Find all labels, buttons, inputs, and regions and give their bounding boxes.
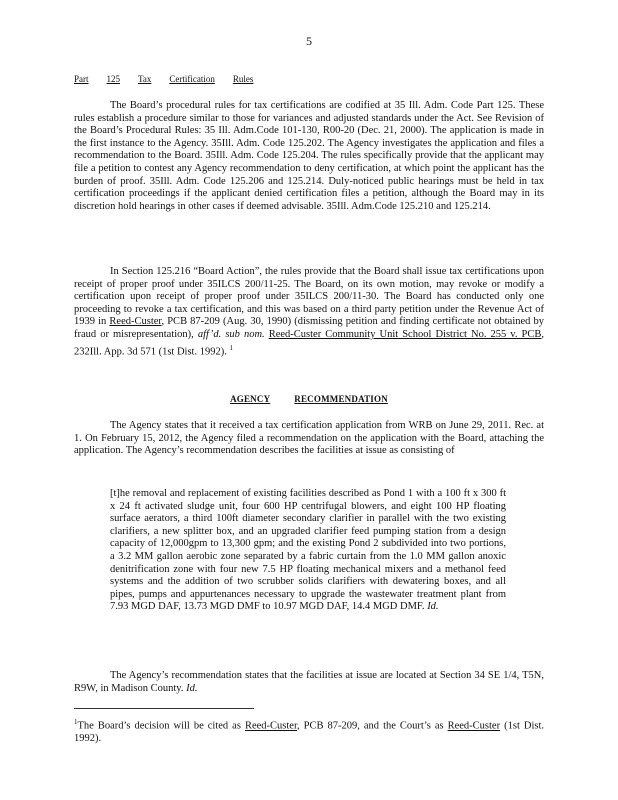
quote-citation: Id. xyxy=(427,601,439,613)
footnote-case1: Reed-Custer xyxy=(244,720,298,732)
quote-text: [t]he removal and replacement of existing facilities described as Pond 1 with a 100 ft x 300 ft x 24 ft activated sludge unit, four 600 HP centrifugal blowers, and eight 100 HP floating surface aerators, a third 100ft diameter secondary clarifier in parallel with the two existing clarifiers, a new splitter box, and an upgraded clarifier feed pumping station from a design capacity of 12,000gpm to 13,300 gpm; and the existing Pond 2 subdivided into two portions, a 3.2 MM gallon aerobic zone separated by a fabric curtain from the 1.0 MM gallon anoxic denitrification zone with four new 7.5 HP floating mechanical mixers and a methanol feed systems and the addition of two scrubber solids clarifiers with dewatering boxes, and all pipes, pumps and appurtenances necessary to upgrade the wastewater treatment plant from 7.93 MGD DAF, 13.73 MGD DMF to 10.97 MGD DAF, 14.4 MGD DMF. xyxy=(110,488,506,613)
case-citation-school-district: Reed-Custer Community Unit School District No. 255 v. PCB xyxy=(268,328,542,340)
footnote-text-b: , PCB 87-209, and the Court’s as xyxy=(297,720,444,732)
para2-text-b: , PCB 87-209 (Aug. 30, 1990) (dismissing petition and finding certificate not obtained by fraud or misrepresentation), xyxy=(74,316,545,340)
footnote-1 xyxy=(74,716,544,746)
heading-rules: Rules xyxy=(232,74,254,84)
paragraph-agency-states: The Agency states that it received a tax certification application from WRB on June 29, 2011. Rec. at 1. On February 15, 2012, the Agency filed a recommendation on the application with the Board, attaching the application. The Agency’s recommendation describes the facilities at issue as consisting of xyxy=(74,420,544,457)
case-citation-reed-custer: Reed-Custer xyxy=(109,316,162,328)
para2-text-c: , 232Ill. App. 3d 571 (1st Dist. 1992). xyxy=(74,328,545,358)
section-heading-agency-recommendation xyxy=(0,394,618,404)
paragraph-location xyxy=(74,670,544,695)
footnote-marker: 1 xyxy=(229,343,233,352)
paragraph-procedural-rules: The Board’s procedural rules for tax certifications are codified at 35 Ill. Adm. Code Part 125. These rules establish a procedure similar to those for variances and adjusted standards under the Act. See Revision of the Board’s Procedural Rules: 35 Ill. Adm.Code 101-130, R00-20 (Dec. 21, 2000). The application is made in the first instance to the Agency. 35Ill. Adm. Code 125.202. The Agency investigates the application and files a recommendation to the Board. 35Ill. Adm. Code 125.204. The rules specifically provide that the applicant may file a petition to contest any Agency recommendation to deny certification, at which point the applicant has the burden of proof. 35Ill. Adm. Code 125.206 and 125.214. Duly-noticed public hearings must be held in tax certification proceedings if the applicant denied certification files a petition, although the Board may in its discretion hold hearings in other cases if deemed advisable. 35Ill. Adm.Code 125.210 and 125.214. xyxy=(74,100,544,212)
page-number: 5 xyxy=(306,34,312,48)
heading-tax: Tax xyxy=(138,74,152,84)
section-heading-part-125 xyxy=(74,74,271,84)
block-quote-facilities xyxy=(110,488,506,614)
footnote-number: 1 xyxy=(74,718,78,726)
para2-text-a: In Section 125.216 “Board Action”, the rules provide that the Board shall issue tax certifications upon receipt of proper proof under 35ILCS 200/11-25. The Board, on its own motion, may revoke or modify a certification upon receipt of proper proof under 35ILCS 200/11-30. The Board has conducted only one proceeding to revoke a tax certification, and this was based on a third party petition under the Revenue Act of 1939 in xyxy=(74,266,544,328)
footnote-separator xyxy=(74,708,254,709)
affd-sub-nom: aff’d. sub nom. xyxy=(197,328,265,340)
heading-part: Part xyxy=(74,74,89,84)
heading2-agency: AGENCY xyxy=(230,394,271,404)
heading2-recommendation: RECOMMENDATION xyxy=(294,394,388,404)
heading-cert: Certification xyxy=(169,74,215,84)
footnote-text-c: (1st Dist. 1992). xyxy=(74,720,545,745)
heading-num: 125 xyxy=(106,74,120,84)
para4-text: The Agency’s recommendation states that the facilities at issue are located at Section 34 SE 1/4, T5N, R9W, in Madison County. xyxy=(74,670,544,694)
footnote-case2: Reed-Custer xyxy=(447,720,501,732)
paragraph-board-action xyxy=(74,266,544,359)
para4-citation: Id. xyxy=(186,682,198,694)
footnote-text-a: The Board’s decision will be cited as xyxy=(77,720,241,732)
